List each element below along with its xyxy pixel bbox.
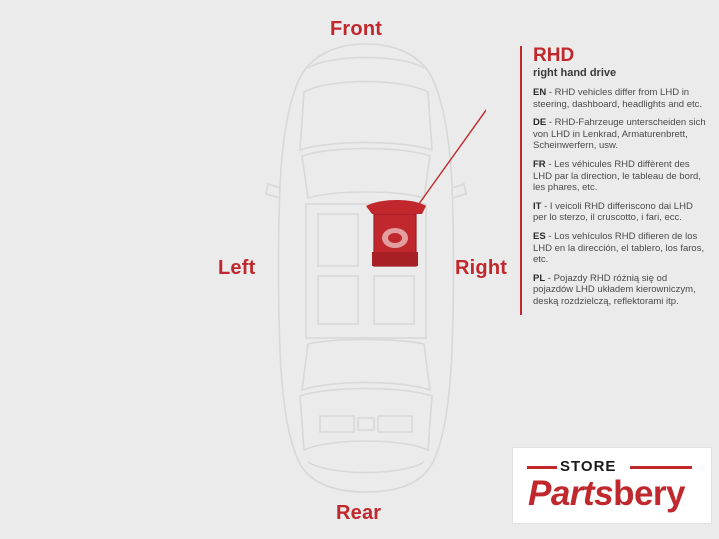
brand-logo: [512, 447, 712, 524]
car-top-view-illustration: [246, 38, 486, 498]
lang-text-es: - Los vehículos RHD difieren de los LHD en la dirección, el tablero, los faros, etc.: [533, 230, 705, 266]
logo-wordmark: [528, 474, 685, 514]
rhd-callout-panel: [520, 46, 706, 315]
direction-label-left: Left: [218, 257, 256, 279]
logo-bery-text: bery: [613, 474, 685, 513]
lang-block-es: [533, 231, 706, 266]
lang-block-pl: [533, 273, 706, 308]
callout-subtitle: right hand drive: [533, 67, 617, 79]
logo-bar-left-decoration: [527, 466, 557, 469]
lang-text-pl: - Pojazdy RHD różnią się od pojazdów LHD układem kierowniczym, deską rozdzielczą, reflektorami itp.: [533, 272, 696, 307]
lang-block-fr: [533, 159, 706, 194]
lang-block-it: [533, 201, 706, 224]
lang-code-fr: FR: [533, 158, 546, 170]
direction-label-rear: Rear: [336, 502, 382, 524]
lang-block-de: [533, 117, 706, 152]
lang-code-en: EN: [533, 87, 547, 98]
rhd-driver-area-highlight: [366, 200, 426, 266]
logo-parts-text: Parts: [528, 474, 614, 513]
lang-code-es: ES: [533, 230, 546, 242]
direction-label-front: Front: [330, 18, 383, 40]
logo-bar-right-decoration: [630, 466, 692, 469]
lang-code-it: IT: [533, 200, 542, 212]
callout-title: RHD: [533, 45, 575, 66]
logo-store-text: STORE: [560, 458, 617, 475]
lang-text-it: - I veicoli RHD differiscono dai LHD per lo sterzo, il cruscotto, i fari, ecc.: [533, 200, 693, 224]
lang-code-pl: PL: [533, 272, 546, 284]
lang-text-en: - RHD vehicles differ from LHD in steering, dashboard, headlights and etc.: [533, 87, 703, 110]
lang-text-fr: - Les véhicules RHD diffèrent des LHD par la direction, le tableau de bord, les phares, etc.: [533, 158, 701, 194]
direction-label-right: Right: [455, 257, 508, 279]
lang-code-de: DE: [533, 117, 547, 129]
lang-text-de: - RHD-Fahrzeuge unterscheiden sich von LHD in Lenkrad, Armaturenbrett, Scheinwerfern, usw.: [533, 117, 706, 152]
lang-block-en: [533, 87, 706, 110]
